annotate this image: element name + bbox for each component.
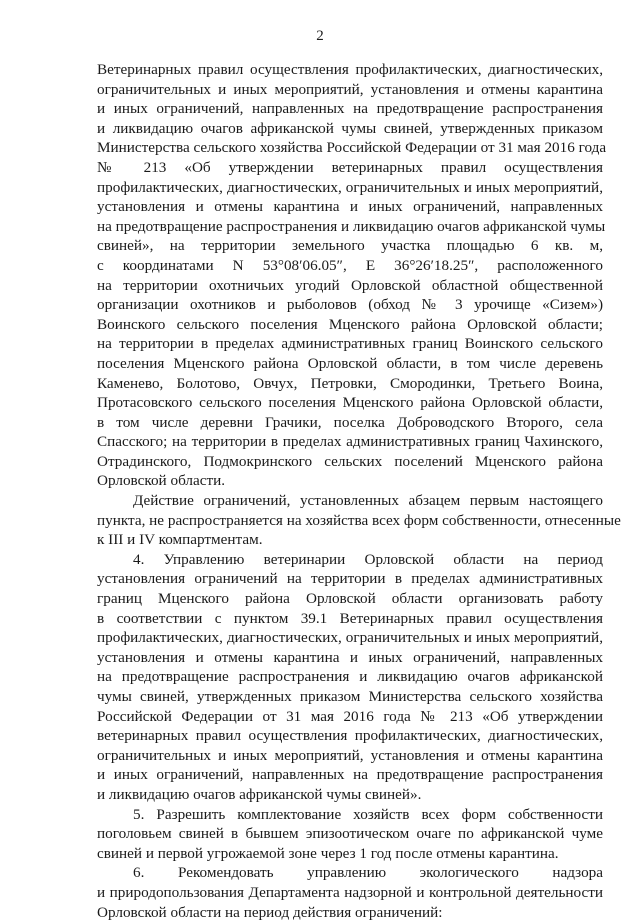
text-line: на территории охотничьих угодий Орловской областной общественной (97, 276, 603, 294)
text-line: Ветеринарных правил осуществления профилактических, диагностических, (97, 61, 603, 78)
continuation-paragraph (97, 60, 607, 491)
page-number: 2 (316, 28, 324, 44)
text-line: с координатами N 53°08′06.05″, E 36°26′18.25″, расположенного (97, 256, 603, 274)
text-line: пункта, не распространяется на хозяйства всех форм собственности, отнесенные (97, 511, 621, 529)
item-4-paragraph (97, 550, 603, 805)
text-line: на предотвращение распространения и ликвидацию очагов африканской (97, 668, 603, 686)
text-line: границ Мценского района Орловской области организовать работу (97, 590, 603, 608)
item-6-paragraph (97, 863, 603, 922)
text-line: на территории в пределах административных границ Воинского сельского (97, 335, 603, 353)
text-line: установления ограничений на территории в пределах административных (97, 570, 603, 588)
text-line: Министерства сельского хозяйства Российской Федерации от 31 мая 2016 года (97, 139, 607, 157)
text-line: свиней и первой угрожаемой зоне через 1 год после отмены карантина. (97, 844, 559, 862)
text-line: Воинского сельского поселения Мценского района Орловской области; (97, 315, 603, 333)
text-line: ограничительных и иных мероприятий, установления и отмены карантина (97, 80, 603, 98)
text-line: и ликвидацию очагов африканской чумы свиней». (97, 785, 422, 803)
text-line: в том числе деревни Грачики, поселка Доброводского Второго, села (97, 413, 603, 431)
text-line: Каменево, Болотово, Овчух, Петровки, Смородинки, Третьего Воина, (97, 374, 603, 392)
text-line: Орловской области на период действия ограничений: (97, 903, 443, 921)
text-line: свиней», на территории земельного участка площадью 6 кв. м, (97, 237, 603, 255)
text-line: на предотвращение распространения и ликвидацию очагов африканской чумы (97, 217, 606, 235)
text-line: 5. Разрешить комплектование хозяйств всех форм собственности (133, 805, 603, 823)
text-line: и природопользования Департамента надзорной и контрольной деятельности (97, 883, 603, 901)
text-line: 4. Управлению ветеринарии Орловской области на период (133, 550, 603, 568)
text-line: профилактических, диагностических, ограничительных и иных мероприятий, (97, 178, 603, 196)
text-line: 6. Рекомендовать управлению экологического надзора (133, 864, 603, 882)
text-line: Протасовского сельского поселения Мценского района Орловской области, (97, 394, 603, 412)
text-line: установления и отмены карантина и иных ограничений, направленных (97, 198, 603, 216)
text-line: ограничительных и иных мероприятий, установления и отмены карантина (97, 746, 603, 764)
text-line: профилактических, диагностических, ограничительных и иных мероприятий, (97, 629, 603, 647)
document-body (97, 60, 621, 922)
text-line: ветеринарных правил осуществления профилактических, диагностических, (97, 727, 603, 745)
text-line: к III и IV компартментам. (97, 531, 263, 549)
text-line: поголовьем свиней в бывшем эпизоотическом очаге по африканской чуме (97, 825, 603, 843)
text-line: № 213 «Об утверждении ветеринарных правил осуществления (97, 158, 603, 176)
text-line: организации охотников и рыболовов (обход № 3 урочище «Сизем») (97, 296, 603, 314)
text-line: Отрадинского, Подмокринского сельских поселений Мценского района (97, 452, 603, 470)
restrictions-note-paragraph (97, 491, 621, 550)
text-line: в соответствии с пунктом 39.1 Ветеринарных правил осуществления (97, 609, 603, 627)
text-line: поселения Мценского района Орловской области, в том числе деревень (97, 354, 603, 372)
text-line: и иных ограничений, направленных на предотвращение распространения (97, 100, 603, 118)
text-line: Российской Федерации от 31 мая 2016 года № 213 «Об утверждении (97, 707, 603, 725)
text-line: Спасского; на территории в пределах административных границ Чахинского, (97, 433, 603, 451)
text-line: и ликвидацию очагов африканской чумы свиней, утвержденных приказом (97, 119, 603, 137)
text-line: установления и отмены карантина и иных ограничений, направленных (97, 648, 603, 666)
text-line: Действие ограничений, установленных абзацем первым настоящего (133, 492, 603, 510)
text-line: и иных ограничений, направленных на предотвращение распространения (97, 766, 603, 784)
text-line: Орловской области. (97, 472, 226, 490)
item-5-paragraph (97, 805, 603, 864)
text-line: чумы свиней, утвержденных приказом Министерства сельского хозяйства (97, 688, 603, 705)
